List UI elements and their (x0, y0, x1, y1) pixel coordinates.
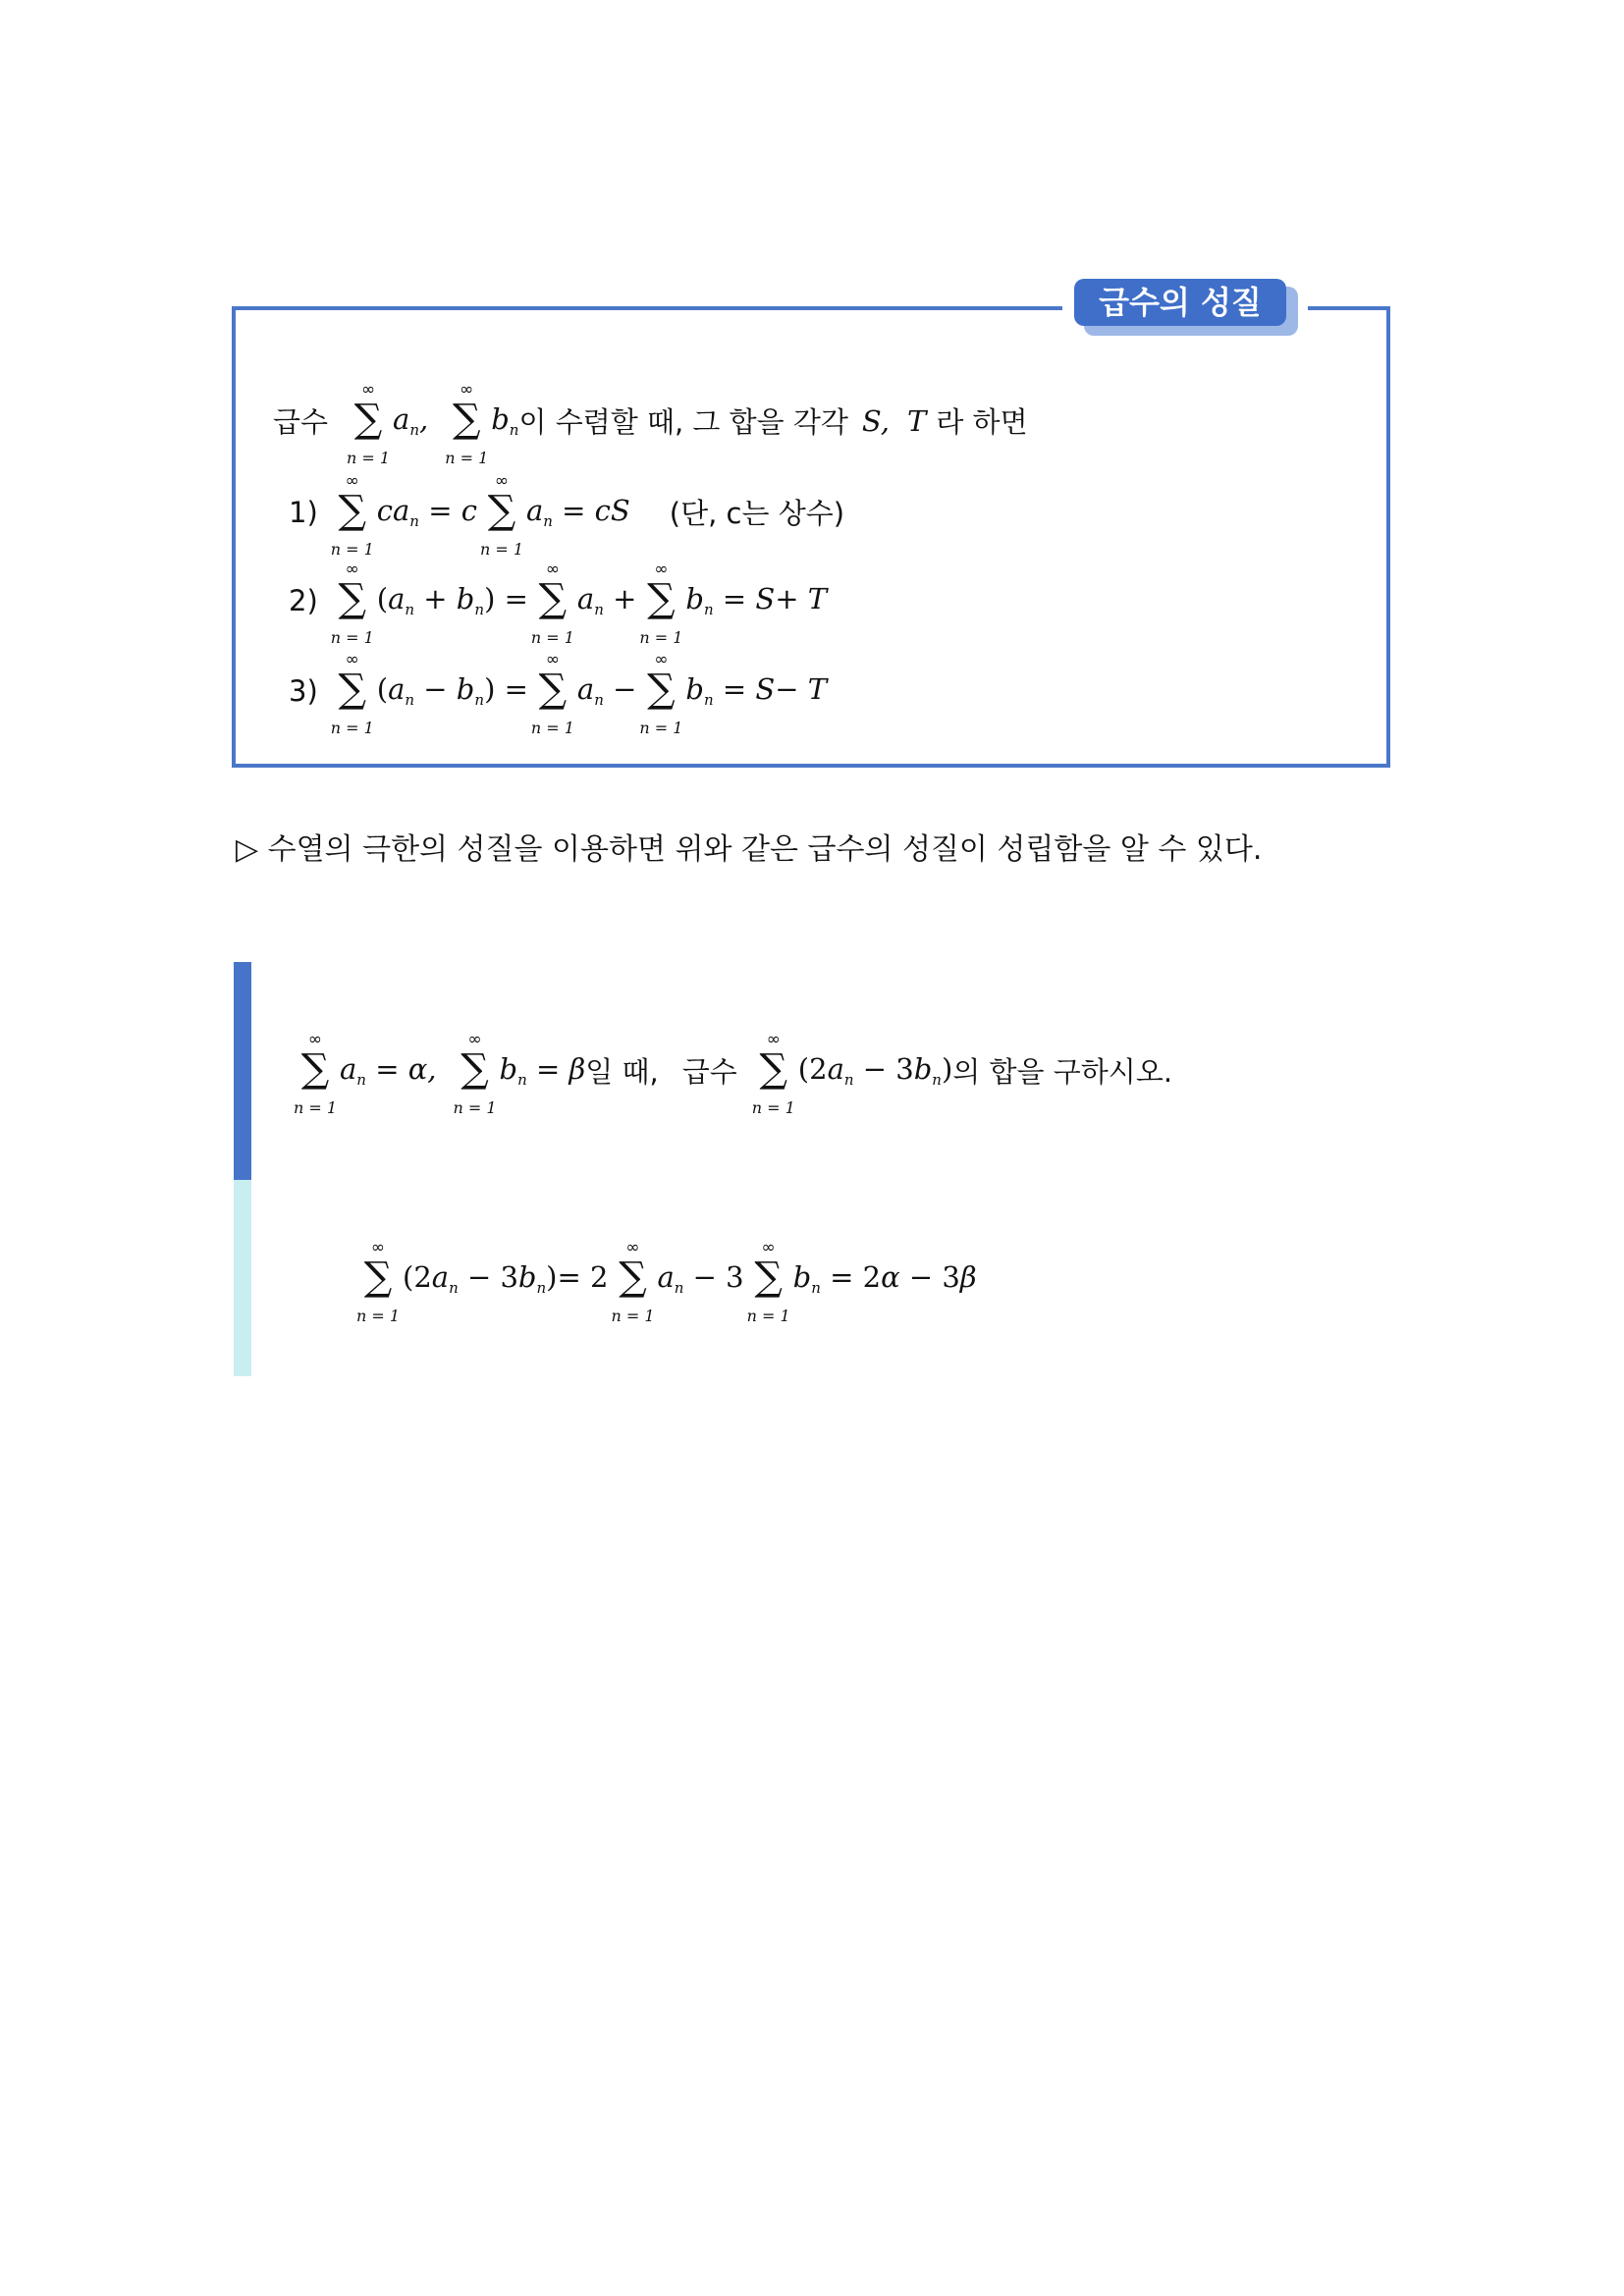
rule-number: 2) (289, 583, 318, 617)
rule-number: 1) (289, 495, 318, 529)
problem-suffix: 의 합을 구하시오. (952, 1055, 1173, 1089)
sum-symbol: ∞ ∑ n = 1 (530, 649, 574, 737)
sum-symbol: ∞ ∑ n = 1 (445, 379, 489, 467)
sum-symbol: ∞ ∑ n = 1 (611, 1237, 655, 1325)
sum-symbol: ∞ ∑ n = 1 (330, 649, 374, 737)
sum-symbol: ∞ ∑ n = 1 (746, 1237, 790, 1325)
sum-symbol: ∞ ∑ n = 1 (293, 1029, 338, 1117)
problem-mid: 일 때, (585, 1055, 659, 1089)
rule-1: 1) ∞ ∑ n = 1 $ca_n = c$ ∞ ∑ n = 1 $a_n$ = cS (단, c는 상수) (289, 470, 845, 559)
sum-symbol: ∞ ∑ n = 1 (479, 470, 523, 559)
sum-symbol: ∞ ∑ n = 1 (530, 559, 574, 647)
solution-line: ∞ ∑ n = 1 $(2a_n - 3b_n)= 2$ ∞ ∑ n = 1 $a_n - 3$ ∞ ∑ n = 1 $b_n = 2\alpha - 3\beta$ (355, 1237, 977, 1325)
sum-symbol: ∞ ∑ n = 1 (330, 470, 374, 559)
sum-symbol: ∞ ∑ n = 1 (639, 559, 683, 647)
rule-3: 3) ∞ ∑ n = 1 $(a_n - b_n)$ = ∞ ∑ n = 1 $a_n$ − ∞ ∑ n = 1 $b_n = S- T$ (289, 649, 828, 737)
problem-line: ∞ ∑ n = 1 $a_n = \alpha$, ∞ ∑ n = 1 $b_n = \beta$ 일 때, 급수 ∞ ∑ n = 1 $(2a_n - 3b_n)$ 의 합을 구하시오. (293, 1029, 1173, 1117)
rule-2: 2) ∞ ∑ n = 1 $(a_n + b_n)$ = ∞ ∑ n = 1 $a_n$ + ∞ ∑ n = 1 $b_n = S+ T$ (289, 559, 828, 647)
sum-symbol: ∞ ∑ n = 1 (347, 379, 391, 467)
problem-prefix: 급수 (681, 1055, 737, 1089)
rule-note: (단, c는 상수) (669, 497, 845, 530)
intro-suffix: 라 하면 (936, 405, 1028, 439)
section-title-badge: 급수의 성질 (1074, 279, 1286, 326)
intro-line: 급수 ∞ ∑ n = 1 $a_n$, ∞ ∑ n = 1 $b_n$ 이 수렴할 때, 그 합을 각각 S, T 라 하면 (273, 379, 1028, 467)
sum-symbol: ∞ ∑ n = 1 (355, 1237, 401, 1325)
sum-symbol: ∞ ∑ n = 1 (330, 559, 374, 647)
sum-symbol: ∞ ∑ n = 1 (639, 649, 683, 737)
intro-prefix: 급수 (273, 405, 329, 439)
sum-symbol: ∞ ∑ n = 1 (453, 1029, 497, 1117)
sum-symbol: ∞ ∑ n = 1 (751, 1029, 795, 1117)
solution-accent-bar (234, 1180, 251, 1376)
explanation-note: ▷ 수열의 극한의 성질을 이용하면 위와 같은 급수의 성질이 성립함을 알 수 있다. (236, 832, 1263, 867)
intro-mid: 이 수렴할 때, 그 합을 각각 (518, 405, 848, 439)
problem-accent-bar (234, 962, 251, 1180)
rule-number: 3) (289, 673, 318, 708)
